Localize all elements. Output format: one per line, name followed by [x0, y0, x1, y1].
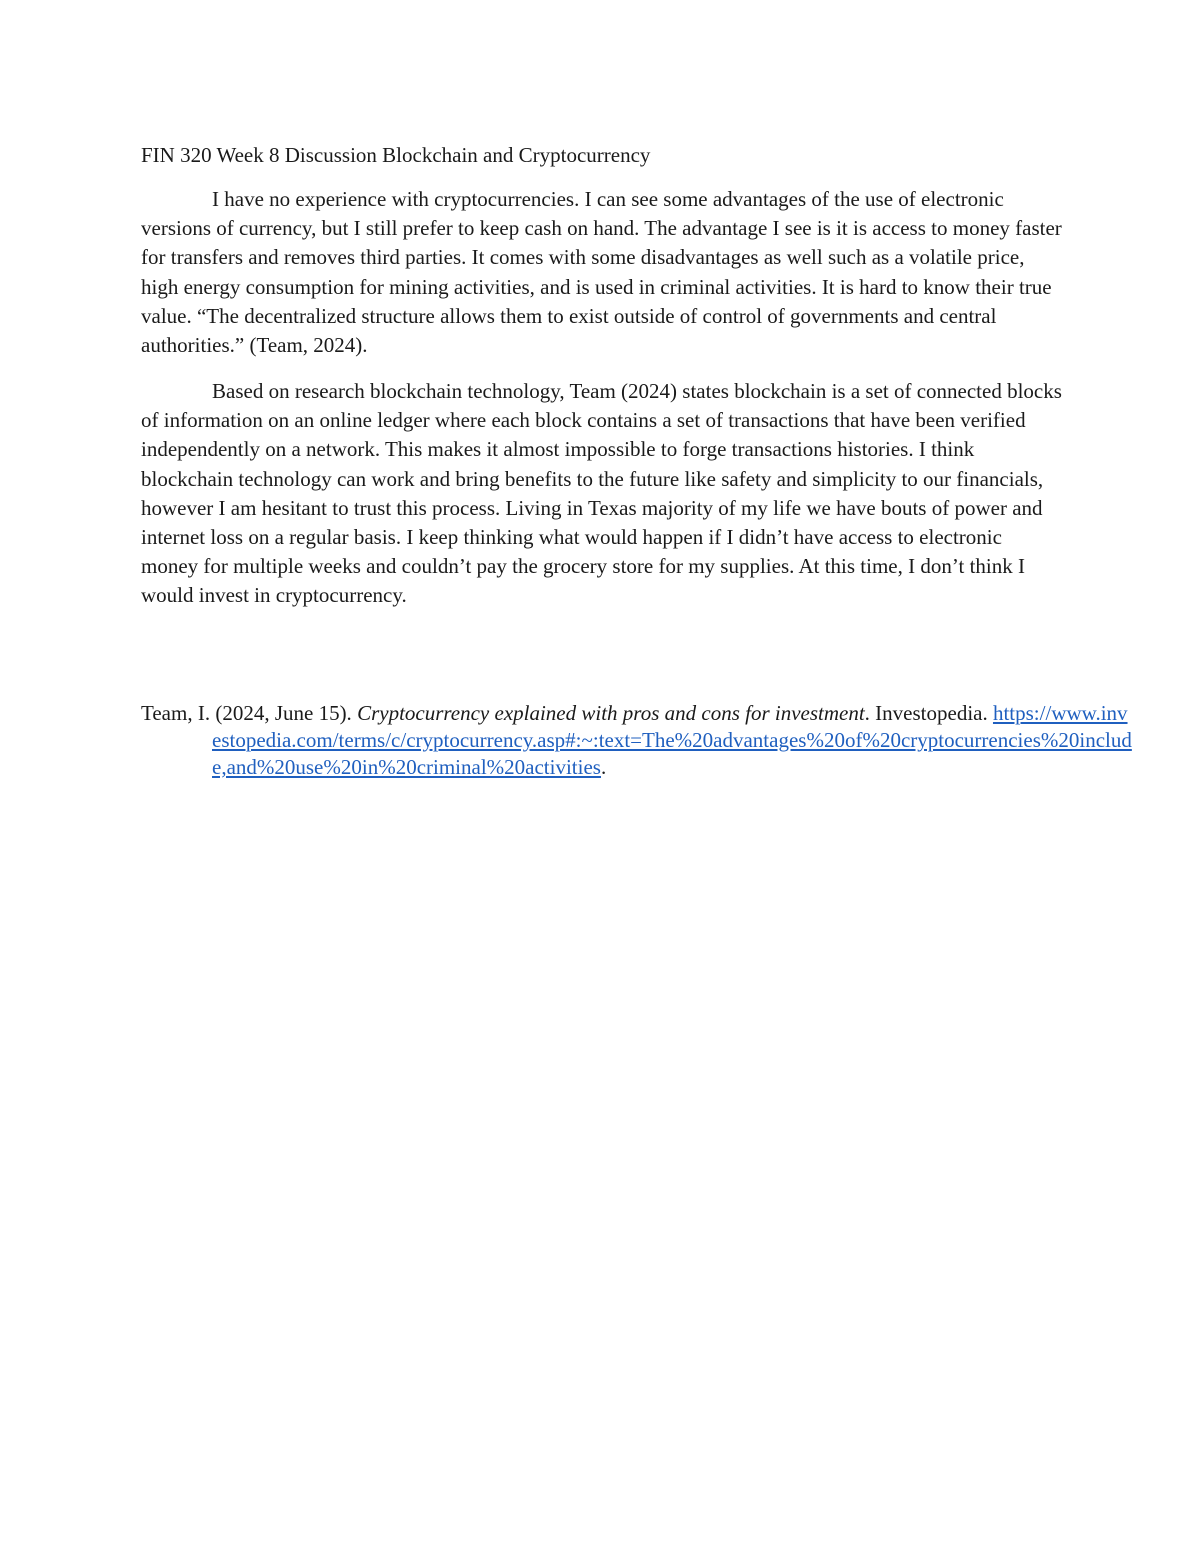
- reference-title-end: .: [864, 701, 876, 725]
- reference-work-title: Cryptocurrency explained with pros and cons for investment: [357, 701, 865, 725]
- reference-url-link[interactable]: https://www.investopedia.com/terms/c/cryptocurrency.asp#:~:text=The%20advantages%20of%20cryptocurrencies%20include,and%20use%20in%20criminal%20activities: [212, 701, 1132, 779]
- body-paragraph-2: Based on research blockchain technology, Team (2024) states blockchain is a set of connected blocks of information on an online ledger where each block contains a set of transactions that have been verified independently on a network. This makes it almost impossible to forge transactions histories. I think blockchain technology can work and bring benefits to the future like safety and simplicity to our financials, however I am hesitant to trust this process. Living in Texas majority of my life we have bouts of power and internet loss on a regular basis. I keep thinking what would happen if I didn’t have access to electronic money for multiple weeks and couldn’t pay the grocery store for my supplies. At this time, I don’t think I would invest in cryptocurrency.: [141, 379, 1062, 608]
- reference-entry: [141, 700, 1134, 781]
- body-paragraph-1: I have no experience with cryptocurrencies. I can see some advantages of the use of electronic versions of currency, but I still prefer to keep cash on hand. The advantage I see is it is access to money faster for transfers and removes third parties. It comes with some disadvantages as well such as a volatile price, high energy consumption for mining activities, and is used in criminal activities. It is hard to know their true value. “The decentralized structure allows them to exist outside of control of governments and central authorities.” (Team, 2024).: [141, 187, 1062, 358]
- reference-publisher: Investopedia.: [875, 701, 993, 725]
- document-title: FIN 320 Week 8 Discussion Blockchain and Cryptocurrency: [141, 143, 651, 167]
- reference-end-period: .: [600, 755, 607, 779]
- reference-author-date: Team, I. (2024, June 15).: [141, 701, 358, 725]
